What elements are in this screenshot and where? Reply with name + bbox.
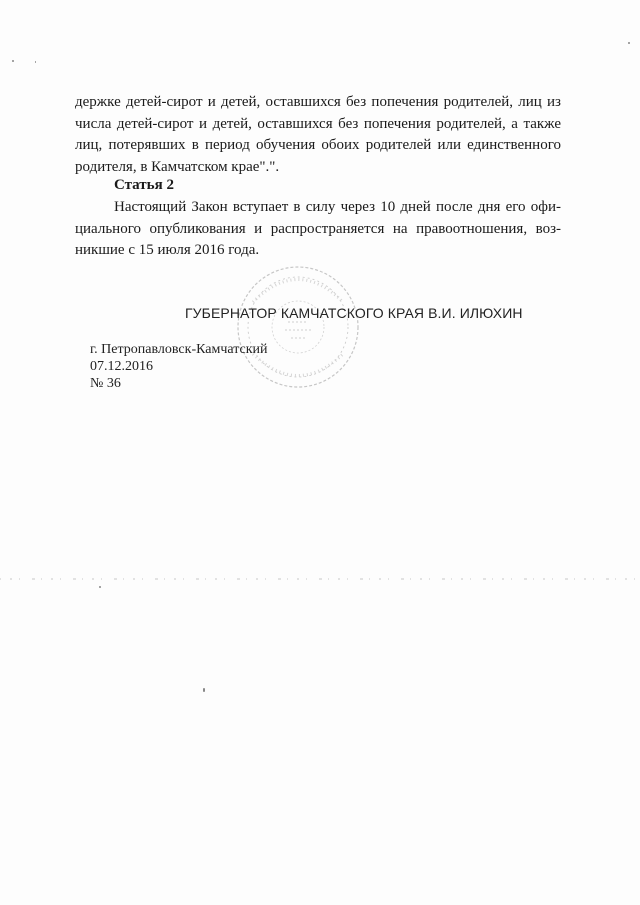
scan-speck: [628, 42, 630, 44]
scan-speck: [12, 60, 14, 62]
article-body: [75, 197, 561, 262]
paragraph-continuation: [75, 92, 561, 178]
official-seal: [233, 262, 363, 392]
paragraph-line: держке детей-сирот и детей, оставшихся без попечения родителей, лиц из: [75, 94, 561, 110]
article-line: Настоящий Закон вступает в силу через 10 дней после дня его офи-: [114, 199, 561, 215]
scan-speck: [203, 688, 205, 692]
paragraph-line: родителя, в Камчатском крае".".: [75, 158, 280, 175]
paragraph-line: числа детей-сирот и детей, оставшихся без попечения родителей, а также: [75, 115, 561, 132]
paragraph-line: лиц, потерявших в период обучения обоих родителей или единственного: [75, 137, 561, 153]
governor-signature-line: ГУБЕРНАТОР КАМЧАТСКОГО КРАЯ В.И. ИЛЮХИН: [185, 305, 523, 321]
scan-artifact-line: [0, 578, 640, 580]
signing-place: г. Петропавловск-Камчатский: [90, 342, 268, 357]
article-line: никшие с 15 июля 2016 года.: [75, 242, 260, 258]
scan-speck: [99, 586, 101, 588]
article-line: циального опубликования и распространяется на правоотношения, воз-: [75, 220, 561, 237]
scan-speck: [35, 61, 36, 63]
law-number: № 36: [90, 376, 121, 391]
article-heading: Статья 2: [114, 177, 174, 193]
signing-date: 07.12.2016: [90, 359, 153, 374]
